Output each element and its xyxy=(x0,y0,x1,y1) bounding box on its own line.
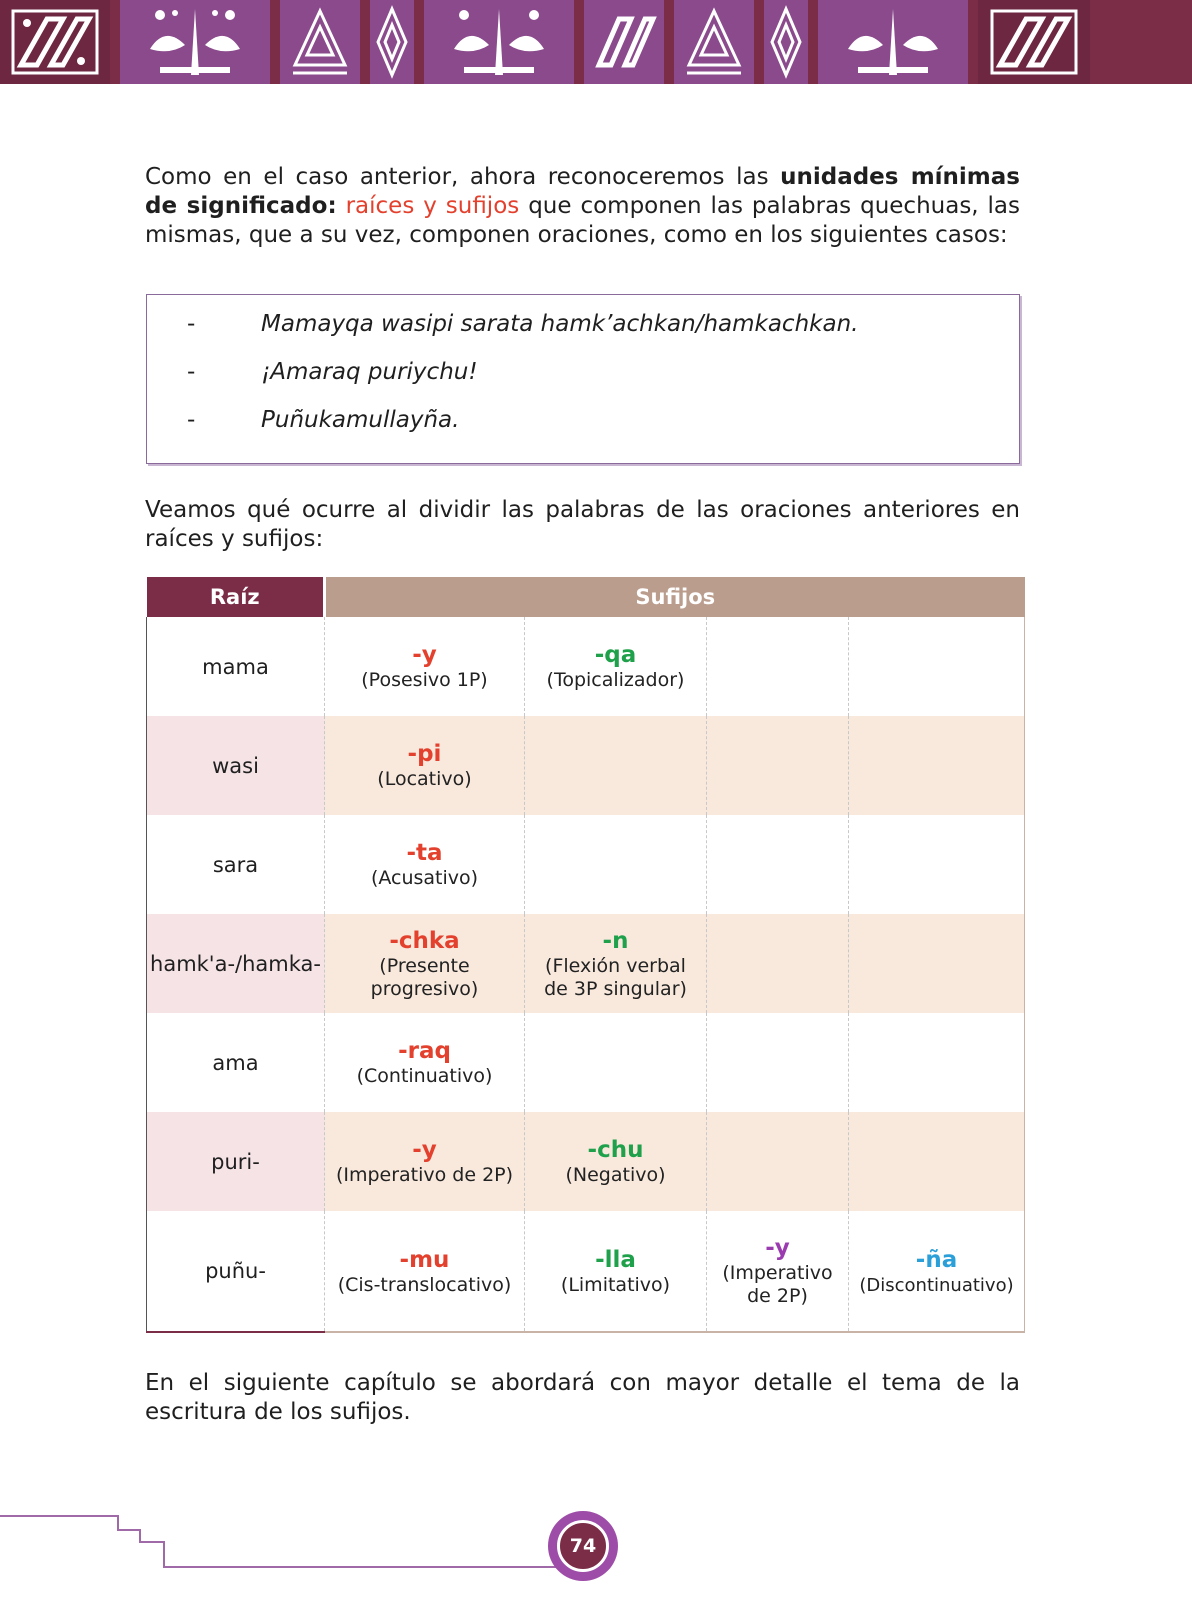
suffix-text: -chka xyxy=(389,927,460,954)
diamond-pattern-icon xyxy=(370,0,414,84)
temple-pattern-icon xyxy=(280,0,360,84)
suffix-gloss: (Flexión verbal de 3P singular) xyxy=(544,954,687,1000)
suffix-cell xyxy=(525,617,707,716)
suffix-gloss: (Imperativo de 2P) xyxy=(335,1164,514,1186)
suffix-cell xyxy=(707,1211,849,1332)
closing-paragraph: En el siguiente capítulo se abordará con mayor detalle el tema de la escritura de los sufijos. xyxy=(145,1370,1020,1425)
temple-pattern-icon xyxy=(674,0,754,84)
bird-pattern-icon xyxy=(818,0,968,84)
suffix-text: -chu xyxy=(587,1137,644,1163)
suffix-cell xyxy=(525,914,707,1013)
suffix-cell xyxy=(525,1112,707,1211)
suffix-cell xyxy=(525,1013,707,1112)
suffix-cell xyxy=(525,815,707,914)
intro-text: Como en el caso anterior, ahora reconoceremos las xyxy=(145,164,781,190)
suffix-text: -ta xyxy=(406,840,443,866)
suffix-text: -ña xyxy=(915,1246,958,1273)
suffix-cell xyxy=(849,1112,1025,1211)
suffix-cell xyxy=(849,1211,1025,1332)
suffix-cell xyxy=(849,716,1025,815)
table-header-row xyxy=(147,577,1025,617)
suffix-cell xyxy=(707,1013,849,1112)
table-row xyxy=(147,617,1025,716)
suffix-cell xyxy=(325,617,525,716)
suffix-text: -mu xyxy=(399,1246,450,1273)
bird-pattern-icon xyxy=(424,0,574,84)
table-row xyxy=(147,815,1025,914)
suffix-cell xyxy=(325,716,525,815)
suffix-text: -y xyxy=(412,642,437,668)
suffix-gloss: (Topicalizador) xyxy=(546,669,685,691)
suffix-gloss: (Cis-translocativo) xyxy=(337,1273,512,1296)
suffix-gloss: (Acusativo) xyxy=(370,867,479,889)
list-dash: - xyxy=(187,407,196,433)
list-dash: - xyxy=(187,311,196,337)
decorative-banner xyxy=(0,0,1192,84)
suffix-cell xyxy=(325,1013,525,1112)
root-cell: sara xyxy=(147,815,325,914)
root-cell: ama xyxy=(147,1013,325,1112)
suffix-cell xyxy=(707,716,849,815)
suffix-gloss: (Locativo) xyxy=(377,768,472,790)
table-row xyxy=(147,1211,1025,1332)
examples-box xyxy=(146,294,1020,464)
suffix-gloss: (Presente progresivo) xyxy=(370,954,479,1000)
roots-suffixes-table xyxy=(146,577,1025,1333)
suffix-cell xyxy=(849,1013,1025,1112)
suffix-gloss: (Limitativo) xyxy=(560,1273,671,1296)
root-cell: puri- xyxy=(147,1112,325,1211)
table-row xyxy=(147,716,1025,815)
page-number-badge xyxy=(548,1511,618,1581)
suffix-cell xyxy=(325,914,525,1013)
root-cell: puñu- xyxy=(147,1211,325,1332)
list-dash: - xyxy=(187,359,196,385)
suffix-cell xyxy=(525,1211,707,1332)
intro-paragraph xyxy=(145,163,1020,250)
suffix-cell xyxy=(849,815,1025,914)
suffix-text: -qa xyxy=(594,642,637,668)
textile-pattern-icon xyxy=(978,0,1090,84)
root-cell: wasi xyxy=(147,716,325,815)
suffix-text: -raq xyxy=(398,1038,451,1064)
suffix-cell xyxy=(849,914,1025,1013)
suffixes-column-header: Sufijos xyxy=(325,577,1025,617)
table-row xyxy=(147,1112,1025,1211)
suffix-gloss: (Imperativo de 2P) xyxy=(722,1262,833,1307)
suffix-gloss: (Discontinuativo) xyxy=(859,1274,1014,1296)
suffix-cell xyxy=(707,1112,849,1211)
example-sentence: ¡Amaraq puriychu! xyxy=(261,359,478,385)
table-row xyxy=(147,1013,1025,1112)
suffix-text: -n xyxy=(602,927,629,954)
footer-decorative-line xyxy=(0,1510,560,1570)
root-column-header: Raíz xyxy=(147,577,325,617)
suffix-text: -y xyxy=(765,1235,790,1261)
suffix-cell xyxy=(325,815,525,914)
intro-bold-text: unidades mínimas de significado: xyxy=(145,164,1020,219)
lead-in-paragraph: Veamos qué ocurre al dividir las palabras de las oraciones anteriores en raíces y sufijos: xyxy=(145,497,1020,552)
root-cell: hamk'a-/hamka- xyxy=(147,914,325,1013)
root-cell: mama xyxy=(147,617,325,716)
example-sentence: Puñukamullayña. xyxy=(261,407,460,433)
suffix-text: -lla xyxy=(595,1246,636,1273)
suffix-text: -pi xyxy=(407,741,442,767)
suffix-cell xyxy=(707,914,849,1013)
intro-red-text: raíces y sufijos xyxy=(336,193,520,219)
suffix-cell xyxy=(325,1112,525,1211)
suffix-cell xyxy=(707,815,849,914)
table-row xyxy=(147,914,1025,1013)
intro-text-end: que componen las palabras quechuas, las mismas, que a su vez, componen oraciones, como en los siguientes casos: xyxy=(145,193,1021,248)
example-sentence: Mamayqa wasipi sarata hamk’achkan/hamkachkan. xyxy=(261,311,859,337)
page-number: 74 xyxy=(557,1520,609,1572)
textile-pattern-icon xyxy=(584,0,664,84)
diamond-pattern-icon xyxy=(764,0,808,84)
suffix-gloss: (Negativo) xyxy=(565,1164,666,1186)
bird-pattern-icon xyxy=(120,0,270,84)
suffix-cell xyxy=(525,716,707,815)
suffix-cell xyxy=(707,617,849,716)
suffix-gloss: (Posesivo 1P) xyxy=(361,669,488,691)
suffix-text: -y xyxy=(412,1137,437,1163)
suffix-cell xyxy=(325,1211,525,1332)
textile-pattern-icon xyxy=(0,0,110,84)
suffix-cell xyxy=(849,617,1025,716)
suffix-gloss: (Continuativo) xyxy=(356,1065,493,1087)
